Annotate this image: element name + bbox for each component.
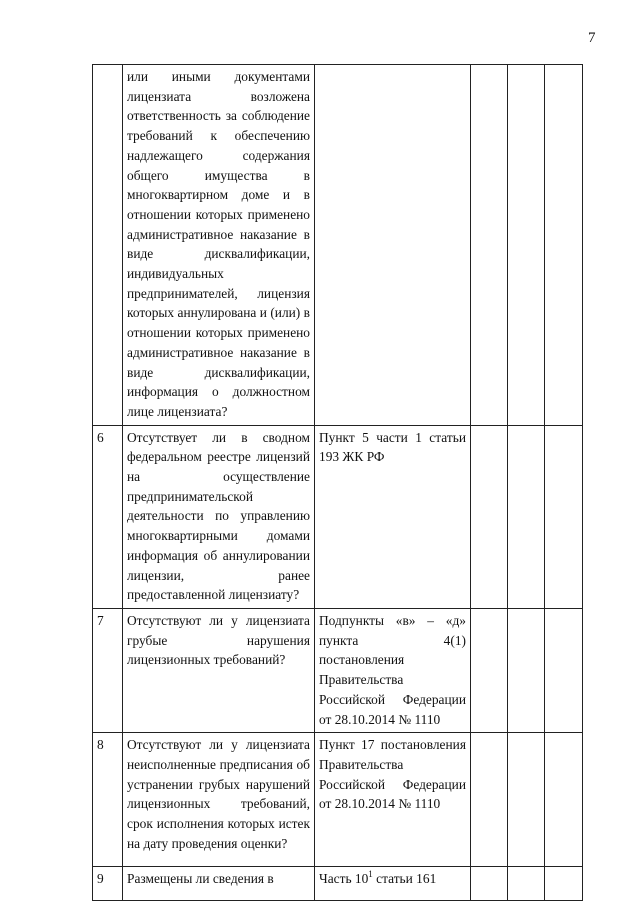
table-row xyxy=(93,733,583,867)
answer-yes-cell xyxy=(471,65,508,426)
answer-na-cell xyxy=(545,608,583,732)
row-number xyxy=(93,65,123,426)
answer-na-cell xyxy=(545,867,583,901)
question-text: или иными документами лицензиата возложена ответственность за соблюдение требований к обеспечению надлежащего содержания общего имущества в многоквартирном доме и в отношении которых применено административное наказание в виде дисквалификации, индивидуальных предпринимателей, лицензия которых аннулирована и (или) в отношении которых применено административное наказание в виде дисквалификации, информация о должностном лице лицензиата? xyxy=(123,65,315,426)
table-row xyxy=(93,608,583,732)
table-row xyxy=(93,425,583,608)
table-row xyxy=(93,65,583,426)
answer-na-cell xyxy=(545,733,583,867)
answer-no-cell xyxy=(508,65,545,426)
row-number: 6 xyxy=(93,425,123,608)
answer-no-cell xyxy=(508,425,545,608)
legal-reference xyxy=(315,867,471,901)
question-text: Отсутствуют ли у лицензиата грубые нарушения лицензионных требований? xyxy=(123,608,315,732)
legal-reference: Пункт 17 постановления Правительства Российской Федерации от 28.10.2014 № 1110 xyxy=(315,733,471,867)
answer-no-cell xyxy=(508,733,545,867)
answer-yes-cell xyxy=(471,425,508,608)
answer-na-cell xyxy=(545,65,583,426)
checklist-table xyxy=(92,64,583,901)
answer-no-cell xyxy=(508,867,545,901)
row-number: 8 xyxy=(93,733,123,867)
table-row xyxy=(93,867,583,901)
legal-reference: Подпункты «в» – «д» пункта 4(1) постановления Правительства Российской Федерации от 28.10.2014 № 1110 xyxy=(315,608,471,732)
answer-yes-cell xyxy=(471,608,508,732)
question-text: Отсутствуют ли у лицензиата неисполненные предписания об устранении грубых нарушений лицензионных требований, срок исполнения которых истек на дату проведения оценки? xyxy=(123,733,315,867)
legal-reference xyxy=(315,65,471,426)
answer-yes-cell xyxy=(471,867,508,901)
answer-na-cell xyxy=(545,425,583,608)
answer-no-cell xyxy=(508,608,545,732)
row-number: 9 xyxy=(93,867,123,901)
legal-reference-main: Часть 10 xyxy=(319,871,369,887)
question-text: Размещены ли сведения в xyxy=(123,867,315,901)
question-text: Отсутствует ли в сводном федеральном реестре лицензий на осуществление предпринимательской деятельности по управлению многоквартирными домами информация об аннулировании лицензии, ранее предоставленной лицензиату? xyxy=(123,425,315,608)
legal-reference: Пункт 5 части 1 статьи 193 ЖК РФ xyxy=(315,425,471,608)
legal-reference-tail: статьи 161 xyxy=(372,871,437,887)
row-number: 7 xyxy=(93,608,123,732)
legal-reference-superscript: 1 xyxy=(368,869,373,880)
page-number: 7 xyxy=(588,30,596,46)
answer-yes-cell xyxy=(471,733,508,867)
